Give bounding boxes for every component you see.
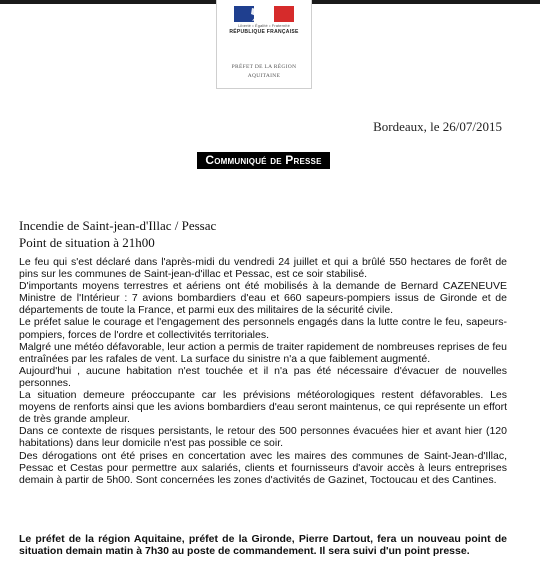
paragraph: Des dérogations ont été prises en concertation avec les maires des communes de Saint-Jean-d'Illac, Pessac et Cestas pour permettre aux salariés, clients et fournisseurs d'avoir accès à leurs entreprises demain à partir de 5h00. Sont concernées les zones d'activités de Gazinet, Toctoucau et des Cantines. — [19, 449, 507, 486]
subject-title: Incendie de Saint-jean-d'Illac / Pessac — [19, 218, 217, 233]
press-release-body — [19, 256, 507, 486]
paragraph: D'importants moyens terrestres et aériens ont été mobilisés à la demande de Bernard CAZENEUVE Ministre de l'Intérieur : 7 avions bombardiers d'eau et 660 sapeurs-pompiers issus de Gironde et de départements de toute la France, et parmi eux des militaires de la sécurité civile. — [19, 280, 507, 317]
document-type-label: Communiqué de Presse — [205, 153, 322, 167]
closing-statement: Le préfet de la région Aquitaine, préfet de la Gironde, Pierre Dartout, fera un nouveau point de situation demain matin à 7h30 au poste de commandement. Il sera suivi d'un point presse. — [19, 533, 507, 558]
paragraph: La situation demeure préoccupante car les prévisions météorologiques restent défavorables. Les moyens de renforts ainsi que les avions bombardiers d'eau seront maintenus, ce qui représente un effort de très grande ampleur. — [19, 389, 507, 426]
paragraph: Aujourd'hui , aucune habitation n'est touchée et il n'a pas été nécessaire d'évacuer de nouvelles personnes. — [19, 364, 507, 389]
paragraph: Le feu qui s'est déclaré dans l'après-midi du vendredi 24 juillet et qui a brûlé 550 hectares de forêt de pins sur les communes de Saint-jean-d'illac et Pessac, est ce soir stabilisé. — [19, 256, 507, 281]
paragraph: Malgré une météo défavorable, leur action a permis de traiter rapidement de nombreuses reprises de feu entraînées par les rafales de vent. La surface du sinistre n'a a que faiblement augmenté. — [19, 340, 507, 365]
republique-francaise-label: RÉPUBLIQUE FRANÇAISE — [229, 29, 299, 35]
prefecture-label-line1: PRÉFET DE LA RÉGION — [231, 64, 297, 70]
document-date: Bordeaux, le 26/07/2015 — [373, 119, 502, 134]
document-type-title — [197, 152, 330, 169]
marianne-flag-icon — [234, 6, 294, 22]
prefecture-logo — [216, 0, 312, 89]
logo-devise: Liberté • Égalité • Fraternité — [238, 23, 290, 28]
prefecture-label-line2: AQUITAINE — [247, 73, 281, 79]
subject-subtitle: Point de situation à 21h00 — [19, 235, 155, 250]
paragraph: Dans ce contexte de risques persistants, le retour des 500 personnes évacuées hier et avant hier (120 habitations) dans leur domicile n'est pas possible ce soir. — [19, 425, 507, 450]
paragraph: Le préfet salue le courage et l'engagement des personnels engagés dans la lutte contre le feu, sapeurs-pompiers, forces de l'ordre et collectivités territoriales. — [19, 316, 507, 341]
